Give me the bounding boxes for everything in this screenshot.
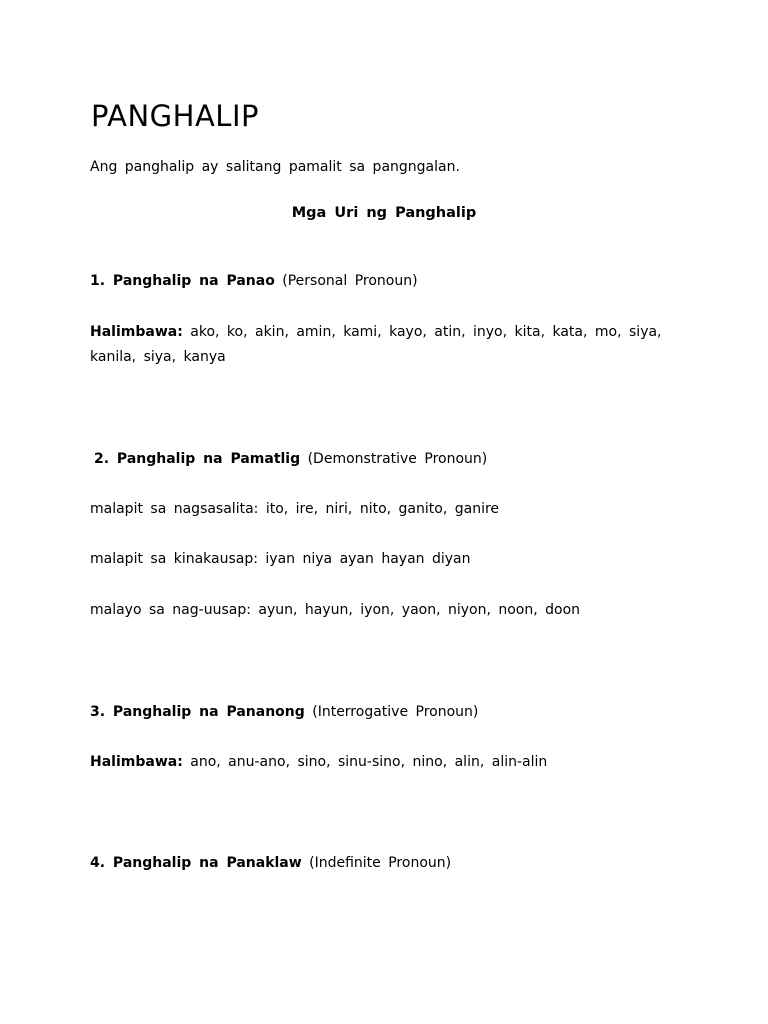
- section-2-line-3: malayo sa nag-uusap: ayun, hayun, iyon, yaon, niyon, noon, doon: [90, 602, 581, 618]
- section-3-heading-line: [90, 700, 478, 725]
- section-1-heading-line: [90, 269, 418, 294]
- section-1-example-label: Halimbawa:: [90, 324, 183, 340]
- section-2-heading-line: [94, 447, 487, 472]
- intro-text: Ang panghalip ay salitang pamalit sa pangngalan.: [90, 159, 460, 175]
- section-1-note: (Personal Pronoun): [282, 273, 418, 289]
- section-2-line-1: malapit sa nagsasalita: ito, ire, niri, nito, ganito, ganire: [90, 501, 500, 517]
- section-1-example: [90, 320, 670, 370]
- section-subtitle: Mga Uri ng Panghalip: [291, 205, 477, 221]
- section-3-note: (Interrogative Pronoun): [312, 704, 479, 720]
- section-2-line-2: malapit sa kinakausap: iyan niya ayan hayan diyan: [90, 551, 471, 567]
- section-1-example-text: ako, ko, akin, amin, kami, kayo, atin, inyo, kita, kata, mo, siya, kanila, siya, kanya: [90, 324, 662, 365]
- section-2-heading: 2. Panghalip na Pamatlig: [94, 451, 301, 467]
- page-title: PANGHALIP: [91, 99, 259, 133]
- section-3-example-text: ano, anu-ano, sino, sinu-sino, nino, alin, alin-alin: [190, 754, 548, 770]
- section-2-note: (Demonstrative Pronoun): [307, 451, 488, 467]
- section-4-note: (Indefinite Pronoun): [309, 855, 452, 871]
- section-4-heading: 4. Panghalip na Panaklaw: [90, 855, 302, 871]
- section-4-heading-line: [90, 851, 451, 876]
- section-1-heading: 1. Panghalip na Panao: [90, 273, 275, 289]
- section-3-example: [90, 750, 547, 775]
- section-3-example-label: Halimbawa:: [90, 754, 183, 770]
- section-3-heading: 3. Panghalip na Pananong: [90, 704, 305, 720]
